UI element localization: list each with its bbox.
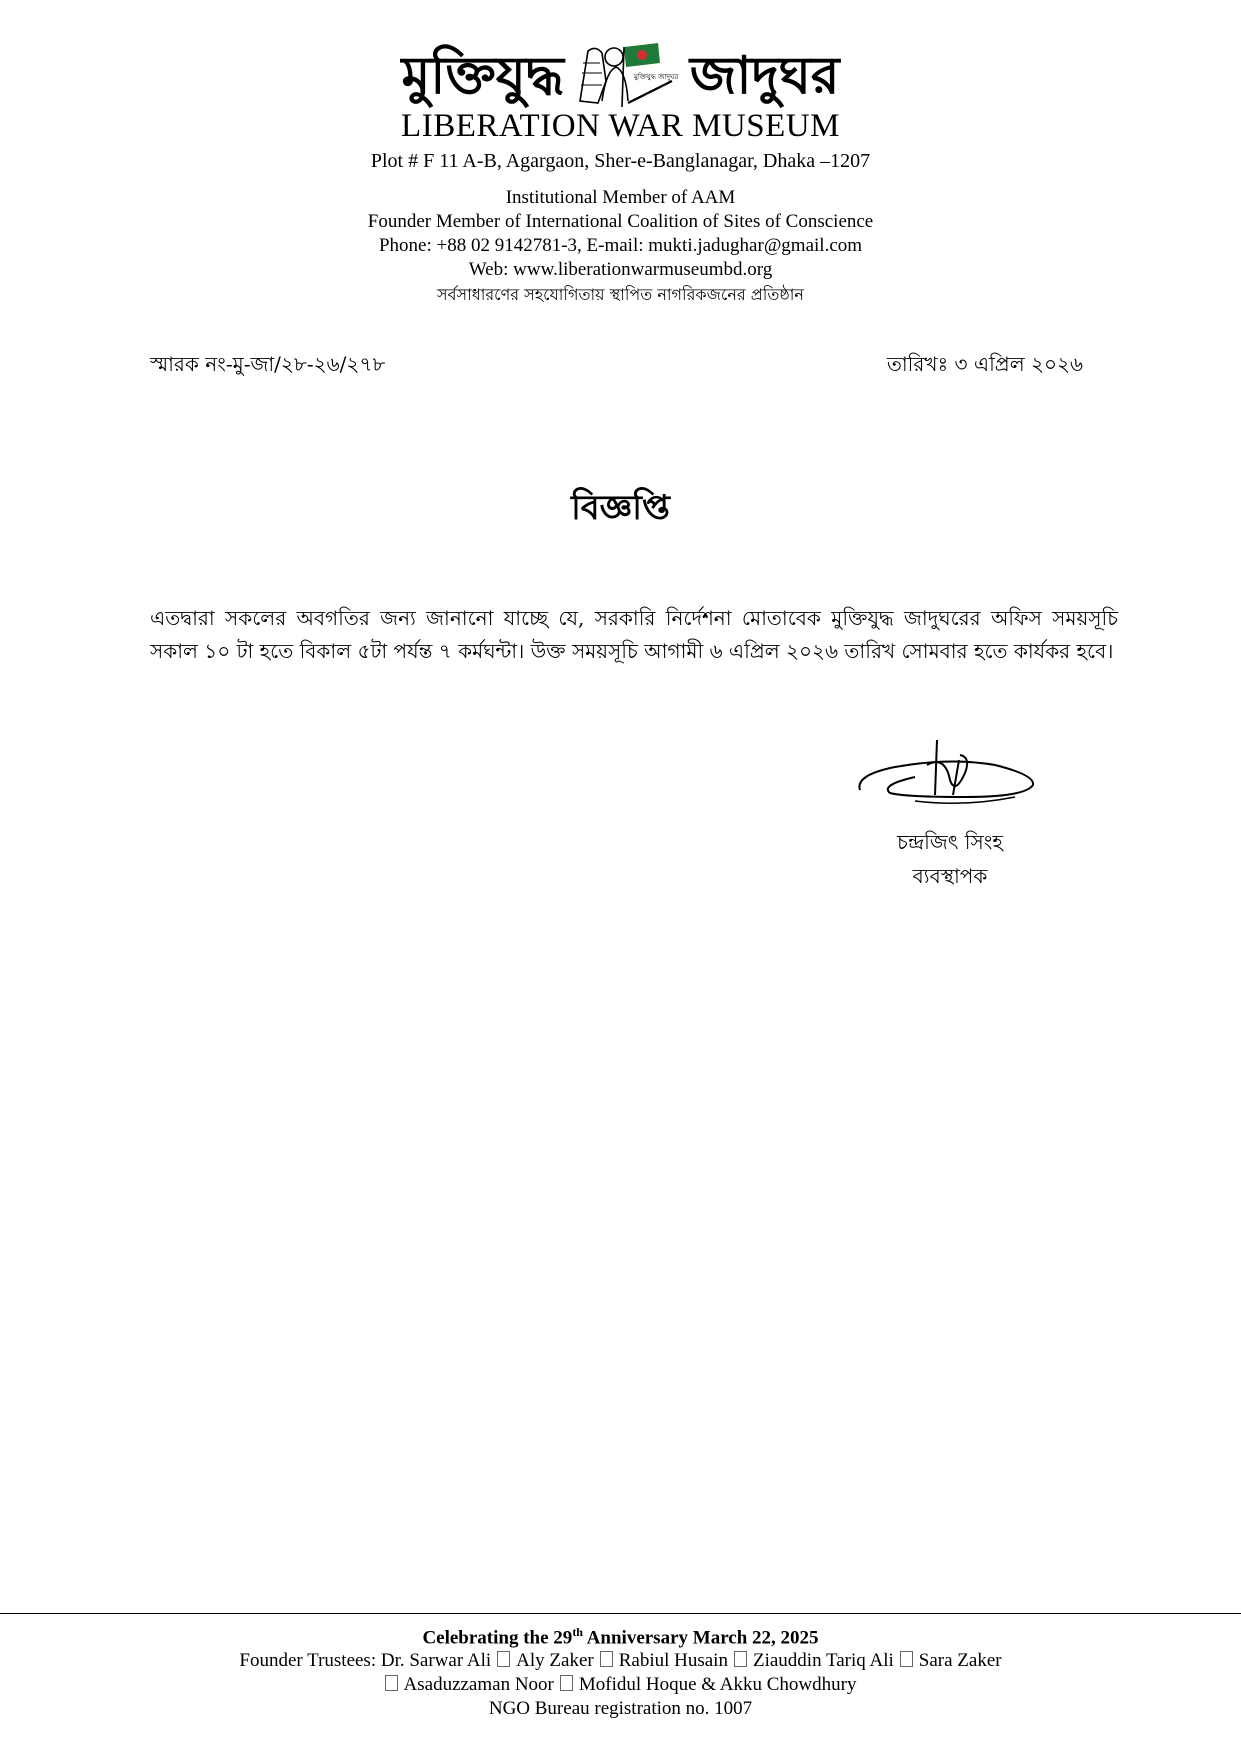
trustee-name: Ziauddin Tariq Ali xyxy=(752,1650,894,1671)
signer-name: চন্দ্রজিৎ সিংহ xyxy=(897,830,1003,854)
website-line: Web: www.liberationwarmuseumbd.org xyxy=(468,259,773,280)
museum-name: LIBERATION WAR MUSEUM xyxy=(401,108,840,144)
museum-logo xyxy=(0,40,1241,112)
trustee-name: Sara Zaker xyxy=(918,1650,1002,1671)
notice-title: বিজ্ঞপ্তি xyxy=(571,488,670,528)
separator-box-icon xyxy=(734,1651,747,1667)
trustee-name: Rabiul Husain xyxy=(618,1650,728,1671)
trustee-name: Aly Zaker xyxy=(516,1650,594,1671)
contact-line: Phone: +88 02 9142781-3, E-mail: mukti.jadughar@gmail.com xyxy=(378,235,863,256)
emblem-caption: মুক্তিযুদ্ধ জাদুঘর xyxy=(633,73,679,81)
handwritten-signature xyxy=(855,735,1045,815)
celebration-suffix: Anniversary March 22, 2025 xyxy=(582,1627,819,1649)
footer-trustees-line-1 xyxy=(0,1650,1241,1672)
memo-number: স্মারক নং-মু-জা/২৮-২৬/২৭৮ xyxy=(150,352,386,376)
ngo-registration: NGO Bureau registration no. 1007 xyxy=(488,1698,753,1719)
logo-text-left: মুক্তিযুদ্ধ xyxy=(401,45,564,106)
coalition-line: Founder Member of International Coalition of Sites of Conscience xyxy=(367,211,874,232)
notice-body: এতদ্বারা সকলের অবগতির জন্য জানানো যাচ্ছে যে, সরকারি নির্দেশনা মোতাবেক মুক্তিযুদ্ধ জাদুঘরের অফিস সময়সূচি সকাল ১০ টা হতে বিকাল ৫টা পর্যন্ত ৭ কর্মঘন্টা। উক্ত সময়সূচি আগামী ৬ এপ্রিল ২০২৬ তারিখ সোমবার হতে কার্যকর হবে। xyxy=(150,606,1118,663)
footer-celebration xyxy=(0,1625,1241,1649)
separator-box-icon xyxy=(497,1651,510,1667)
footer-trustees-line-2 xyxy=(0,1674,1241,1696)
signer-designation: ব্যবস্থাপক xyxy=(912,864,988,888)
trustee-name: Mofidul Hoque & Akku Chowdhury xyxy=(578,1674,857,1695)
museum-emblem-icon xyxy=(572,41,682,111)
membership-line: Institutional Member of AAM xyxy=(505,187,736,208)
trustee-name: Asaduzzaman Noor xyxy=(403,1674,554,1695)
logo-text-right: জাদুঘর xyxy=(689,45,840,106)
tagline: সর্বসাধারণের সহযোগিতায় স্থাপিত নাগরিকজনের প্রতিষ্ঠান xyxy=(437,285,804,304)
footer-divider xyxy=(0,1613,1241,1614)
trustee-name: Dr. Sarwar Ali xyxy=(380,1650,492,1671)
separator-box-icon xyxy=(600,1651,613,1667)
separator-box-icon xyxy=(385,1675,398,1691)
separator-box-icon xyxy=(560,1675,573,1691)
museum-address: Plot # F 11 A-B, Agargaon, Sher-e-Banglanagar, Dhaka –1207 xyxy=(370,150,871,172)
trustees-label: Founder Trustees: xyxy=(239,1650,377,1671)
celebration-prefix: Celebrating the 29 xyxy=(422,1627,573,1649)
letter-date: তারিখঃ ৩ এপ্রিল ২০২৬ xyxy=(886,352,1083,376)
separator-box-icon xyxy=(900,1651,913,1667)
celebration-superscript: th xyxy=(572,1625,583,1639)
